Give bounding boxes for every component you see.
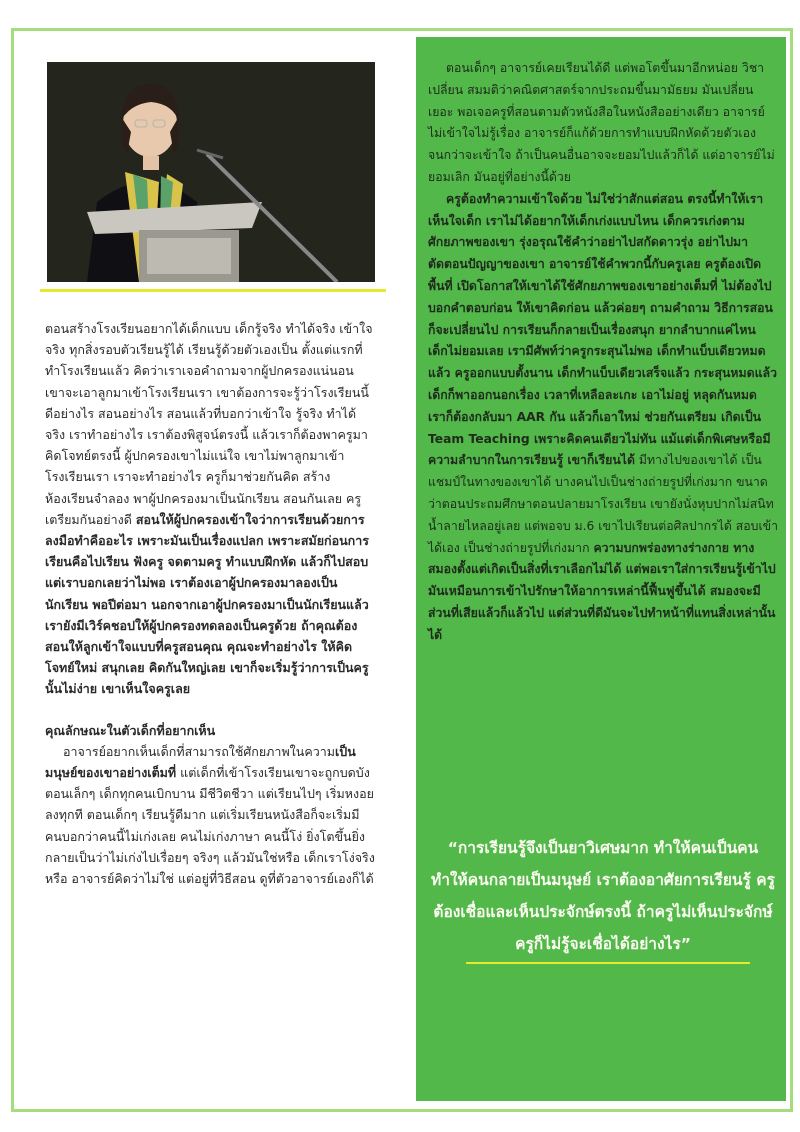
left-paragraph-1-normal: ตอนสร้างโรงเรียนอยากได้เด็กแบบ เด็กรู้จริง ทำได้จริง เข้าใจจริง ทุกสิ่งรอบตัวเรียนรู้ได้ เรียนรู้ด้วยตัวเองเป็น ตั้งแต่แรกที่ทำโรงเรียนแล้ว คิดว่าเราเจอคำถามจากผู้ปกครองแน่นอน เขาจะเอาลูกมาเข้าโรงเรียนเรา เขาต้องการจะรู้ว่าโรงเรียนนี้ดีอย่างไร สอนอย่างไร สอนแล้วที่บอกว่าเข้าใจ รู้จริง ทำได้จริง เราทำอย่างไร เราต้องพิสูจน์ตรงนี้ แล้วเราก็ต้องพาครูมาคิดโจทย์ตรงนี้ ผู้ปกครองเขาไม่แน่ใจ เขาไม่พาลูกมาเข้าโรงเรียนเรา เราจะทำอย่างไร ครูก็มาช่วยกันคิด สร้างห้องเรียนจำลอง พาผู้ปกครองมาเป็นนักเรียน สอนกันเลย ครูเตรียมกันอย่างดี [45,321,373,527]
right-paragraph-2 [428,189,778,647]
left-paragraph-1 [45,318,375,700]
section-heading: คุณลักษณะในตัวเด็กที่อยากเห็น [45,722,216,738]
left-paragraph-2-normal-b: แต่เด็กที่เข้าโรงเรียนเขาจะถูกบดบัง ตอนเล็กๆ เด็กทุกคนเบิกบาน มีชีวิตชีวา แต่เรียนไปๆ เริ่มหงอยลงทุกที ตอนเด็กๆ เรียนรู้ดีมาก แต่เริ่มเรียนหนังสือก็จะเริ่มมีคนบอกว่าคนนี้ไม่เก่งเลย คนไม่เก่งภาษา คนนี้โง่ ยิ่งโตขึ้นยิ่งกลายเป็นว่าไม่เก่งไปเรื่อยๆ จริงๆ แล้วมันใช่หรือ เด็กเราโง่จริงหรือ อาจารย์คิดว่าไม่ใช่ แต่อยู่ที่วิธีสอน ดูที่ตัวอาจารย์เองก็ได้ [45,765,375,887]
speaker-illustration [47,62,375,282]
quote-underline [466,962,750,964]
left-paragraph-2 [45,741,375,889]
left-paragraph-1-bold: สอนให้ผู้ปกครองเข้าใจว่าการเรียนด้วยการลงมือทำคืออะไร เพราะมันเป็นเรื่องแปลก เพราะสมัยก่อนการเรียนคือไปเรียน ฟังครู จดตามครู ทำแบบฝึกหัด แล้วก็ไปสอบ แต่เราบอกเลยว่าไม่พอ เราต้องเอาผู้ปกครองมาลองเป็นนักเรียน พอปีต่อมา นอกจากเอาผู้ปกครองมาเป็นนักเรียนแล้ว เรายังมีเวิร์คชอปให้ผู้ปกครองทดลองเป็นครูด้วย ถ้าคุณต้องสอนให้ลูกเข้าใจแบบที่ครูสอนคุณ คุณจะทำอย่างไร ให้คิดโจทย์ใหม่ สนุกเลย คิดกันใหญ่เลย เขาก็จะเริ่มรู้ว่าการเป็นครูนั้นไม่ง่าย เขาเห็นใจครูเลย [45,511,369,697]
right-article-column [428,58,778,647]
left-paragraph-2-normal-a: อาจารย์อยากเห็นเด็กที่สามารถใช้ศักยภาพในความ [63,743,335,759]
left-article-column [45,318,375,889]
pull-quote: “การเรียนรู้จึงเป็นยาวิเศษมาก ทำให้คนเป็นคน ทำให้คนกลายเป็นมนุษย์ เราต้องอาศัยการเรียนรู้ ครูต้องเชื่อและเห็นประจักษ์ตรงนี้ ถ้าครูไม่เห็นประจักษ์ ครูก็ไม่รู้จะเชื่อได้อย่างไร” [431,839,775,953]
right-paragraph-2-normal: มีทางไปของเขาได้ เป็นแชมป์ในทางของเขาได้ บางคนไปเป็นช่างถ่ายรูปที่เก่งมาก ขนาดว่าตอนประถมศึกษาตอนปลายมาโรงเรียน เขายังนั่งหุบปากไม่สนิท น้ำลายไหลอยู่เลย แต่พอจบ ม.6 เขาไปเรียนต่อศิลปากรได้ สอบเข้าได้เอง เป็นช่างถ่ายรูปที่เก่งมาก [428,453,778,555]
photo-underline [40,289,386,292]
left-paragraph-2-bold: เป็นมนุษย์ของเขาอย่างเต็มที่ [45,743,356,781]
right-paragraph-2-bold-b: ความบกพร่องทางร่างกาย ทางสมองตั้งแต่เกิดเป็นสิ่งที่เราเลือกไม่ได้ แต่พอเราใส่การเรียนรู้เข้าไป มันเหมือนการเข้าไปรักษาให้อาการเหล่านี้ฟื้นฟูขึ้นได้ สมองจะมีส่วนที่เสียแล้วก็แล้วไป แต่ส่วนที่ดีมันจะไปทำหน้าที่แทนสิ่งเหล่านั้นได้ [428,540,776,642]
right-paragraph-1: ตอนเด็กๆ อาจารย์เคยเรียนได้ดี แต่พอโตขึ้นมาอีกหน่อย วิชาเปลี่ยน สมมติว่าคณิตศาสตร์จากประถมขึ้นมามัธยม มันเปลี่ยนเยอะ พอเจอครูที่สอนตามตัวหนังสือในหนังสืออย่างเดียว อาจารย์ไม่เข้าใจไม่รู้เรื่อง อาจารย์ก็แก้ด้วยการทำแบบฝึกหัดด้วยตัวเองจนกว่าจะเข้าใจ ถ้าเป็นคนอื่นอาจจะยอมไปแล้วก็ได้ แต่อาจารย์ไม่ยอมเลิก มันอยู่ที่อย่างนี้ด้วย [428,61,775,184]
right-paragraph-2-bold: ครูต้องทำความเข้าใจด้วย ไม่ใช่ว่าสักแต่สอน ตรงนี้ทำให้เราเห็นใจเด็ก เราไม่ได้อยากให้เด็กเก่งแบบไหน เด็กควรเก่งตามศักยภาพของเขา รุ่งอรุณใช้คำว่าอย่าไปสกัดดาวรุ่ง อย่าไปมาตัดตอนปัญญาของเขา อาจารย์ใช้คำพวกนี้กับครูเลย ครูต้องเปิดพื้นที่ เปิดโอกาสให้เขาได้ใช้ศักยภาพของเขาอย่างเต็มที่ ไม่ต้องไปบอกคำตอบก่อน ให้เขาคิดก่อน แล้วค่อยๆ ถามคำถาม วิธีการสอนก็จะเปลี่ยนไป การเรียนก็กลายเป็นเรื่องสนุก ยากลำบากแค่ไหน เด็กไม่ยอมเลย เรามีศัพท์ว่าครูกระสุนไม่พอ เด็กทำแบ็บเดียวหมดแล้ว ครูออกแบบตั้งนาน เด็กทำแบ็บเดียวเสร็จแล้ว กระสุนหมดแล้ว เด็กก็พาออกนอกเรื่อง เวลาที่เหลือละเกะ เอาไม่อยู่ หลุดกันหมด เราก็ต้องกลับมา AAR กัน แล้วก็เอาใหม่ ช่วยกันเตรียม เกิดเป็น Team Teaching เพราะคิดคนเดียวไม่ทัน แม้แต่เด็กพิเศษหรือมีความลำบากในการเรียนรู้ เขาก็เรียนได้ [428,191,777,468]
speaker-photo [47,62,375,282]
